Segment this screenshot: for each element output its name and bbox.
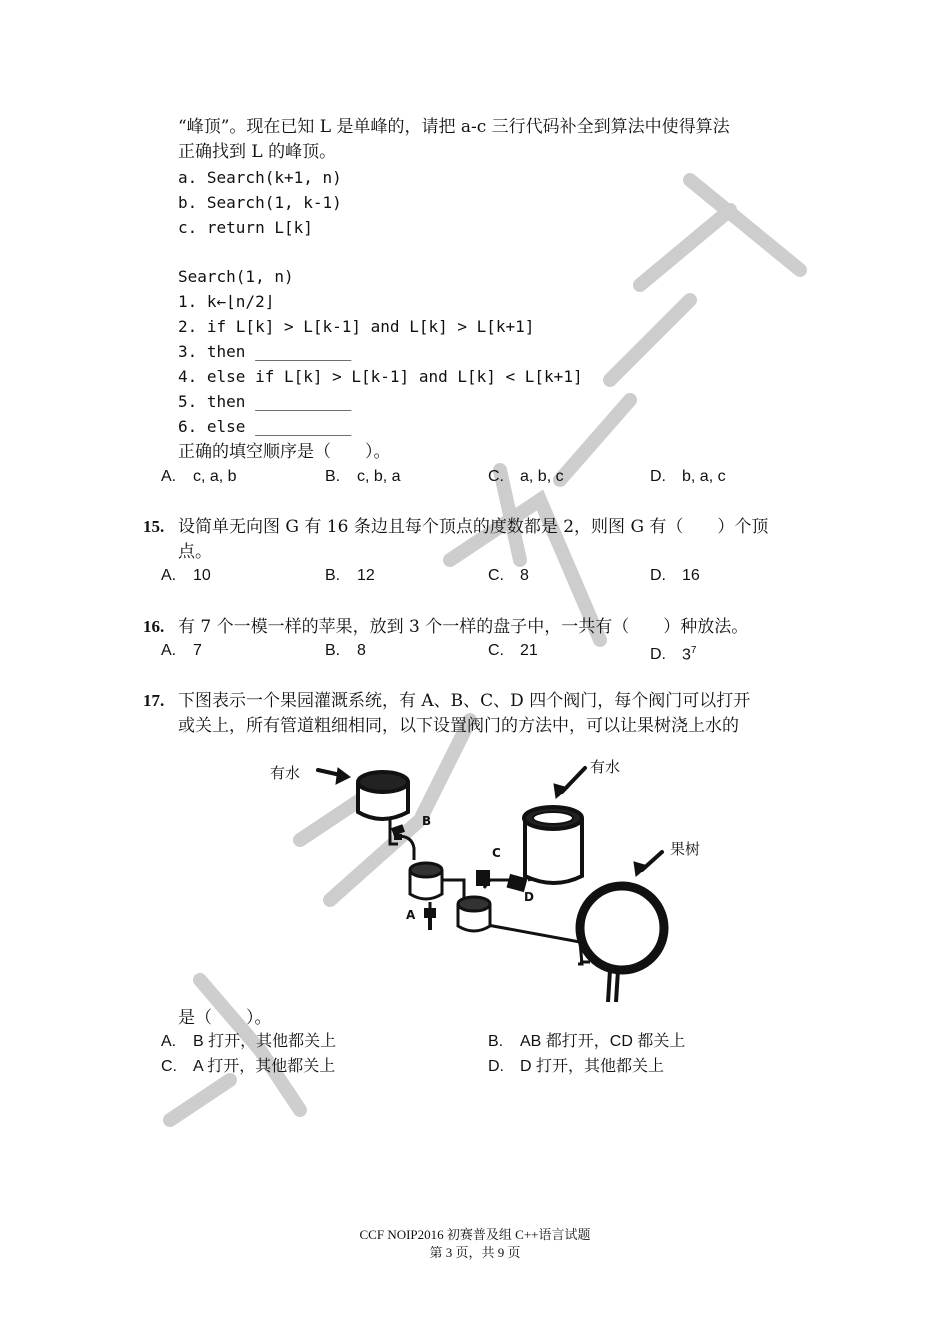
- q16-option-d[interactable]: D. $3^7$: [650, 645, 697, 664]
- valve-c: [476, 870, 490, 886]
- label-valve-b: B: [422, 814, 432, 828]
- q16-number: 16.: [143, 617, 165, 636]
- code-line: 2. if L[k] > L[k-1] and L[k] > L[k+1]: [178, 317, 535, 336]
- q16-option-a[interactable]: A. 7: [161, 642, 202, 659]
- code-line: 1. k←⌊n/2⌋: [178, 292, 275, 311]
- footer-title: CCF NOIP2016 初赛普及组 C++语言试题: [359, 1227, 591, 1242]
- q17-number: 17.: [143, 691, 165, 710]
- q15-number: 15.: [143, 517, 165, 536]
- code-option-b: b. Search(1, k-1): [178, 193, 342, 212]
- q17-question: 是（ ）。: [178, 1008, 272, 1028]
- code-line: 5. then __________: [178, 392, 352, 411]
- exponent: 7: [690, 645, 697, 656]
- code-line: 6. else __________: [178, 417, 352, 436]
- irrigation-diagram: [250, 752, 700, 1010]
- code-line: Search(1, n): [178, 267, 294, 286]
- q15-text-line2: 点。: [178, 542, 212, 562]
- q17-option-c[interactable]: C. A 打开，其他都关上: [161, 1058, 336, 1075]
- q14-text-line1: “峰顶”。现在已知 L 是单峰的，请把 a-c 三行代码补全到算法中使得算法: [178, 117, 730, 137]
- code-line: 4. else if L[k] > L[k-1] and L[k] < L[k+1]: [178, 367, 583, 386]
- middle-tank-a: [410, 863, 442, 899]
- q17-option-a[interactable]: A. B 打开，其他都关上: [161, 1033, 337, 1050]
- lower-tank: [458, 897, 490, 931]
- right-tank: [524, 807, 582, 883]
- label-valve-c: C: [492, 846, 501, 860]
- q15-option-b[interactable]: B. 12: [325, 567, 375, 584]
- q15-option-a[interactable]: A. 10: [161, 567, 211, 584]
- q14-option-c[interactable]: C. a, b, c: [488, 468, 564, 485]
- q14-text-line2: 正确找到 L 的峰顶。: [178, 142, 337, 162]
- q17-option-d[interactable]: D. D 打开，其他都关上: [488, 1058, 665, 1075]
- label-water-left: 有水: [270, 764, 301, 782]
- q15-option-d[interactable]: D. 16: [650, 567, 700, 584]
- label-fruit-tree: 果树: [670, 840, 701, 858]
- irrigation-drawing: [250, 752, 700, 1010]
- q14-option-a[interactable]: A. c, a, b: [161, 468, 237, 485]
- q16-text-line1: 有 7 个一模一样的苹果，放到 3 个一样的盘子中，一共有（ ）种放法。: [178, 617, 749, 637]
- q16-option-b[interactable]: B. 8: [325, 642, 366, 659]
- q15-option-c[interactable]: C. 8: [488, 567, 529, 584]
- label-valve-d: D: [524, 890, 534, 904]
- q14-option-b[interactable]: B. c, b, a: [325, 468, 401, 485]
- q17-option-b[interactable]: B. AB 都打开，CD 都关上: [488, 1033, 686, 1050]
- code-option-a: a. Search(k+1, n): [178, 168, 342, 187]
- label-valve-a: A: [406, 908, 416, 922]
- label-water-right: 有水: [590, 758, 621, 776]
- q15-text-line1: 设简单无向图 G 有 16 条边且每个顶点的度数都是 2，则图 G 有（ ）个顶: [178, 517, 769, 537]
- code-option-c: c. return L[k]: [178, 218, 313, 237]
- q17-text-line1: 下图表示一个果园灌溉系统，有 A、B、C、D 四个阀门，每个阀门可以打开: [178, 691, 751, 711]
- code-line: 3. then __________: [178, 342, 352, 361]
- q17-text-line2: 或关上，所有管道粗细相同，以下设置阀门的方法中，可以让果树浇上水的: [178, 716, 739, 736]
- fruit-tree: [580, 886, 664, 1002]
- left-tank: [358, 772, 408, 819]
- q16-option-c[interactable]: C. 21: [488, 642, 538, 659]
- footer-page-number: 第 3 页，共 9 页: [429, 1245, 521, 1260]
- q14-option-d[interactable]: D. b, a, c: [650, 468, 726, 485]
- valve-a: [424, 908, 436, 930]
- q14-question: 正确的填空顺序是（ ）。: [178, 442, 391, 462]
